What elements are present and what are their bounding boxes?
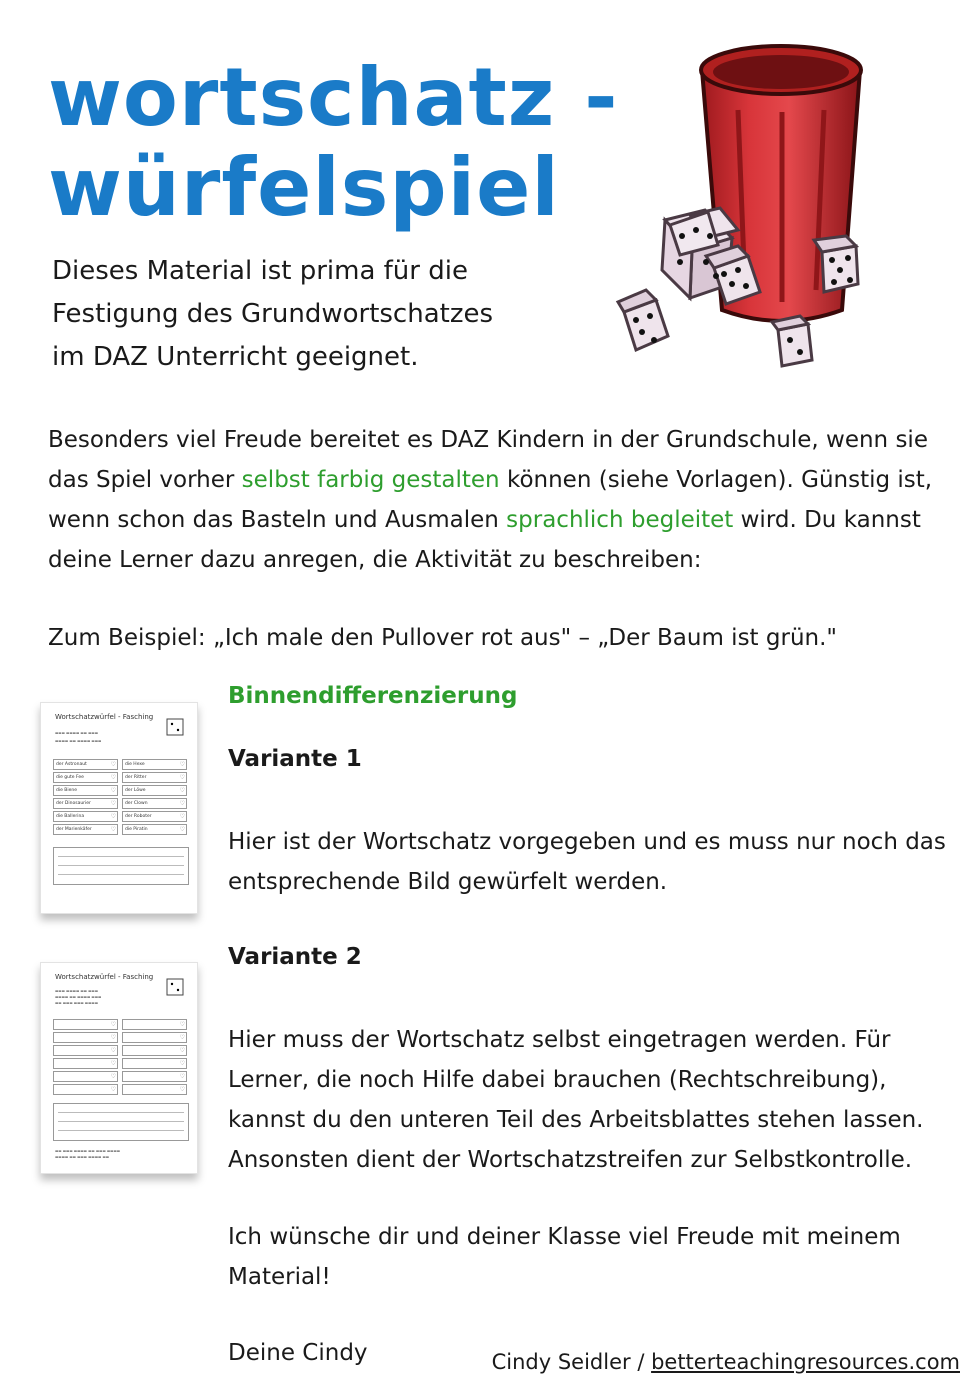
vocab-cell: die Hexe ♡ xyxy=(122,759,187,770)
paragraph-part-2: können (siehe Vorlagen). Günstig ist, wenn schon das Basteln und Ausmalen xyxy=(48,467,933,533)
dice-icon xyxy=(165,973,187,999)
footer-author: Cindy Seidler xyxy=(491,1350,631,1374)
vocab-cell: der Löwe ♡ xyxy=(122,785,187,796)
writing-box xyxy=(53,847,189,885)
worksheet-instruction-line: ▬▬ ▬▬▬ ▬▬▬ ▬▬▬▬ xyxy=(55,1001,99,1005)
empty-cell xyxy=(53,1045,118,1056)
variant-1-heading: Variante 1 xyxy=(228,746,362,772)
highlight-sprachlich-begleitet: sprachlich begleitet xyxy=(506,507,734,533)
intro-line-2: Festigung des Grundwortschatzes xyxy=(52,299,494,329)
empty-cell xyxy=(53,1019,118,1030)
empty-cell xyxy=(122,1071,187,1082)
closing-text: Ich wünsche dir und deiner Klasse viel Freude mit meinem Material! xyxy=(228,1224,901,1290)
paragraph-part-1: Besonders viel Freude bereitet es DAZ Kindern in der Grundschule, wenn sie das Spiel vorher xyxy=(48,427,928,493)
vocab-cell: der Marienkäfer ♡ xyxy=(53,824,118,835)
vocab-cell: der Astronaut ♡ xyxy=(53,759,118,770)
section-heading-binnendifferenzierung: Binnendifferenzierung xyxy=(228,683,518,709)
vocab-cell: die Ballerina ♡ xyxy=(53,811,118,822)
worksheet-title: Wortschatzwürfel - Fasching xyxy=(55,713,154,721)
empty-cell xyxy=(53,1058,118,1069)
vocabulary-grid xyxy=(53,759,187,837)
empty-cell xyxy=(122,1019,187,1030)
vocab-cell: der Ritter ♡ xyxy=(122,772,187,783)
empty-cell xyxy=(122,1084,187,1095)
vocab-cell: die gute Fee ♡ xyxy=(53,772,118,783)
vocab-cell: die Biene ♡ xyxy=(53,785,118,796)
empty-cell xyxy=(53,1071,118,1082)
intro-line-3: im DAZ Unterricht geeignet. xyxy=(52,342,419,372)
empty-cell xyxy=(122,1058,187,1069)
worksheet-thumbnail-variant-1 xyxy=(40,702,198,914)
title-line-1: wortschatz - xyxy=(48,51,619,144)
worksheet-instruction-line: ▬▬▬▬ ▬▬ ▬▬▬▬ ▬▬▬ xyxy=(55,739,102,743)
worksheet-instruction-line: ▬▬▬ ▬▬▬▬ ▬▬ ▬▬▬ xyxy=(55,731,99,735)
footer xyxy=(492,1350,960,1374)
word-strip: ▬▬ ▬▬▬ ▬▬▬▬ ▬▬ ▬▬▬ ▬▬▬▬ xyxy=(55,1149,121,1153)
vocab-cell: der Clown ♡ xyxy=(122,798,187,809)
empty-vocabulary-grid xyxy=(53,1019,187,1097)
writing-box xyxy=(53,1103,189,1141)
footer-separator: / xyxy=(630,1350,652,1374)
vocab-cell: der Roboter ♡ xyxy=(122,811,187,822)
variant-2-heading: Variante 2 xyxy=(228,944,362,970)
vocab-cell: der Dinosaurier ♡ xyxy=(53,798,118,809)
intro-line-1: Dieses Material ist prima für die xyxy=(52,256,468,286)
signature: Deine Cindy xyxy=(228,1340,368,1366)
footer-website-link[interactable]: betterteachingresources.com xyxy=(651,1350,960,1374)
example-sentence: Zum Beispiel: „Ich male den Pullover rot aus" – „Der Baum ist grün." xyxy=(48,625,837,651)
paragraph-part-3: wird. Du kannst deine Lerner dazu anregen, die Aktivität zu beschreiben: xyxy=(48,507,921,573)
worksheet-instruction-line: ▬▬▬ ▬▬▬▬ ▬▬ ▬▬▬ xyxy=(55,989,99,993)
worksheet-title: Wortschatzwürfel - Fasching xyxy=(55,973,154,981)
variant-2-text: Hier muss der Wortschatz selbst eingetragen werden. Für Lerner, die noch Hilfe dabei brauchen (Rechtschreibung), kannst du den unteren Teil des Arbeitsblattes stehen lassen. Ansonsten dient der Wortschatzstreifen zur Selbstkontrolle. xyxy=(228,1027,924,1173)
highlight-selbst-farbig: selbst farbig gestalten xyxy=(241,467,500,493)
title-line-2: würfelspiel xyxy=(48,141,560,234)
intro-text xyxy=(52,250,552,379)
word-strip: ▬▬▬▬ ▬▬ ▬▬▬ ▬▬▬▬ ▬▬ xyxy=(55,1155,110,1159)
worksheet-instruction-line: ▬▬▬▬ ▬▬ ▬▬▬▬ ▬▬▬ xyxy=(55,995,102,999)
main-paragraph xyxy=(48,420,948,580)
empty-cell xyxy=(53,1032,118,1043)
dice-cup-illustration xyxy=(610,40,900,385)
empty-cell xyxy=(53,1084,118,1095)
worksheet-thumbnail-variant-2 xyxy=(40,962,198,1174)
empty-cell xyxy=(122,1032,187,1043)
vocab-cell: die Piratin ♡ xyxy=(122,824,187,835)
variant-1-text: Hier ist der Wortschatz vorgegeben und es muss nur noch das entsprechende Bild gewürfelt werden. xyxy=(228,829,946,895)
empty-cell xyxy=(122,1045,187,1056)
dice-icon xyxy=(165,713,187,739)
